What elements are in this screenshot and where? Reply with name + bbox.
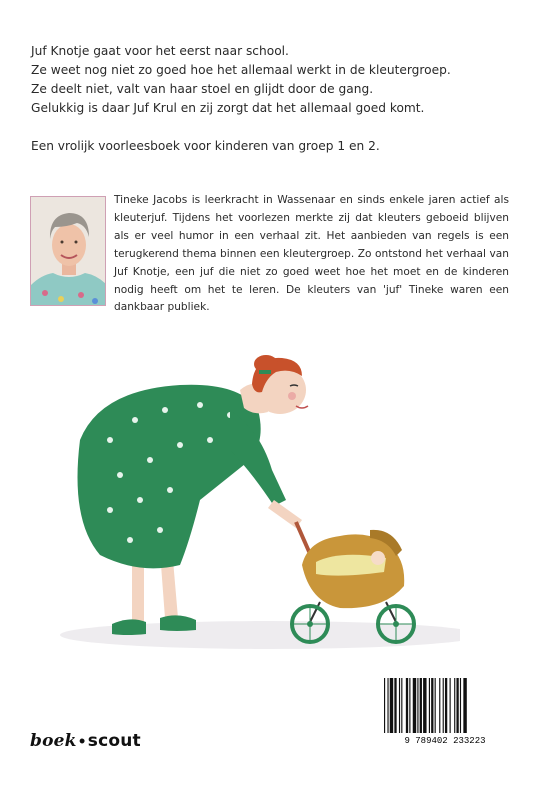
back-cover-blurb	[31, 42, 511, 156]
illustration-teacher-with-pram	[40, 350, 460, 660]
blurb-tagline: Een vrolijk voorleesboek voor kinderen van groep 1 en 2.	[31, 139, 380, 153]
publisher-logo-separator: •	[77, 734, 87, 750]
author-photo	[30, 196, 106, 306]
blurb-line: Gelukkig is daar Juf Krul en zij zorgt dat het allemaal goed komt.	[31, 101, 425, 115]
isbn-number: 9 789402 233223	[404, 736, 486, 746]
blurb-line: Ze weet nog niet zo goed hoe het allemaal werkt in de kleutergroep.	[31, 63, 451, 77]
isbn-barcode	[380, 676, 510, 746]
publisher-logo	[30, 731, 141, 751]
blurb-line: Ze deelt niet, valt van haar stoel en glijdt door de gang.	[31, 82, 374, 96]
blurb-line: Juf Knotje gaat voor het eerst naar school.	[31, 44, 289, 58]
publisher-logo-part2: scout	[87, 731, 141, 751]
author-bio: Tineke Jacobs is leerkracht in Wassenaar en sinds enkele jaren actief als kleuterjuf. Tijdens het voorlezen merkte zij dat kleuters geboeid blijven als er veel humor in een verhaal zit. Het aanbieden van regels is een terugkerend thema binnen een kleutergroep. Zo ontstond het verhaal van Juf Knotje, een juf die niet zo goed weet hoe het moet en de kinderen nodig heeft om het te leren. De kleuters van 'juf' Tineke waren een dankbaar publiek.	[114, 194, 509, 314]
publisher-logo-part1: boek	[30, 731, 77, 751]
